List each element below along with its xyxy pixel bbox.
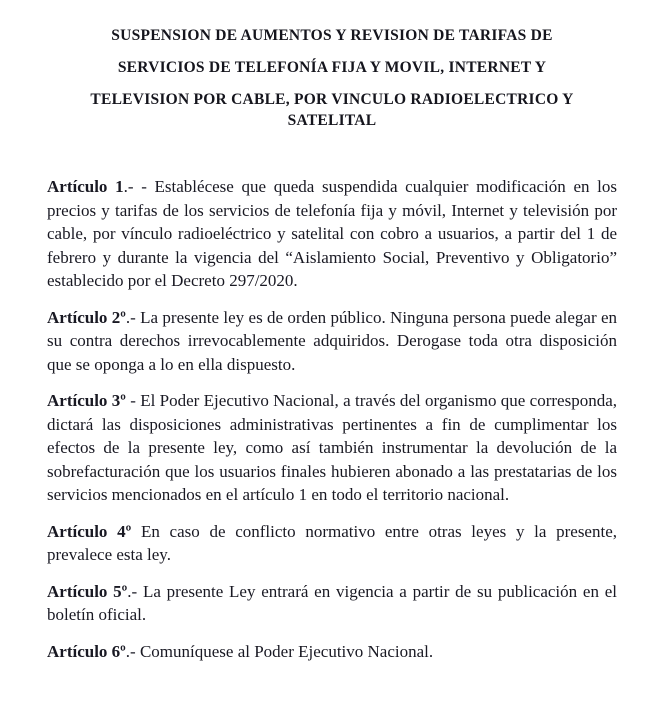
article-3-body: El Poder Ejecutivo Nacional, a través del organismo que corresponda, dictará las disposiciones administrativas pertinentes a fin de cumplimentar los efectos de la presente ley, como así también instrumentar la devolución de la sobrefacturación que los usuarios finales hubieren abonado a las prestatarias de los servicios mencionados en el artículo 1 en todo el territorio nacional.	[47, 391, 618, 504]
article-4-separator	[131, 522, 141, 541]
article-1-separator: .- -	[123, 177, 155, 196]
article-5-body: La presente Ley entrará en vigencia a partir de su publicación en el boletín oficial.	[47, 581, 617, 624]
article-2-body: La presente ley es de orden público. Ninguna persona puede alegar en su contra derechos irrevocablemente adquiridos. Derogase toda otra disposición que se oponga a lo en ella dispuesto.	[47, 307, 617, 374]
title-line-1: SUSPENSION DE AUMENTOS Y REVISION DE TARIFAS DE	[111, 27, 553, 44]
article-2-separator: .-	[125, 307, 141, 327]
title-line-2: SERVICIOS DE TELEFONÍA FIJA Y MOVIL, INTERNET Y	[117, 59, 547, 76]
article-5-separator: .-	[127, 581, 143, 601]
article-3-separator: -	[125, 391, 141, 410]
article-2-paragraph	[47, 306, 617, 377]
article-6-separator: .-	[125, 641, 140, 661]
article-5-label: Artículo 5º	[47, 581, 128, 601]
document-title	[78, 25, 586, 131]
article-6-body: Comuníquese al Poder Ejecutivo Nacional.	[139, 641, 434, 661]
article-4-paragraph	[47, 520, 617, 567]
article-4-body: En caso de conflicto normativo entre otras leyes y la presente, prevalece esta ley.	[47, 521, 617, 564]
article-1-paragraph	[47, 175, 617, 293]
article-3-label: Artículo 3º	[47, 391, 126, 410]
article-1-label: Artículo 1	[47, 177, 124, 196]
article-3-paragraph	[47, 389, 617, 507]
article-6-label: Artículo 6º	[47, 641, 126, 661]
title-line-3: TELEVISION POR CABLE, POR VINCULO RADIOELECTRICO Y SATELITAL	[90, 91, 574, 129]
article-5-paragraph	[47, 580, 617, 627]
article-1-body: Establécese que queda suspendida cualquier modificación en los precios y tarifas de los servicios de telefonía fija y móvil, Internet y televisión por cable, por vínculo radioeléctrico y satelital con cobro a usuarios, a partir del 1 de febrero y durante la vigencia del “Aislamiento Social, Preventivo y Obligatorio” establecido por el Decreto 297/2020.	[47, 177, 618, 290]
article-2-label: Artículo 2º	[47, 307, 126, 327]
article-6-paragraph	[47, 640, 617, 664]
article-4-label: Artículo 4º	[47, 521, 132, 541]
